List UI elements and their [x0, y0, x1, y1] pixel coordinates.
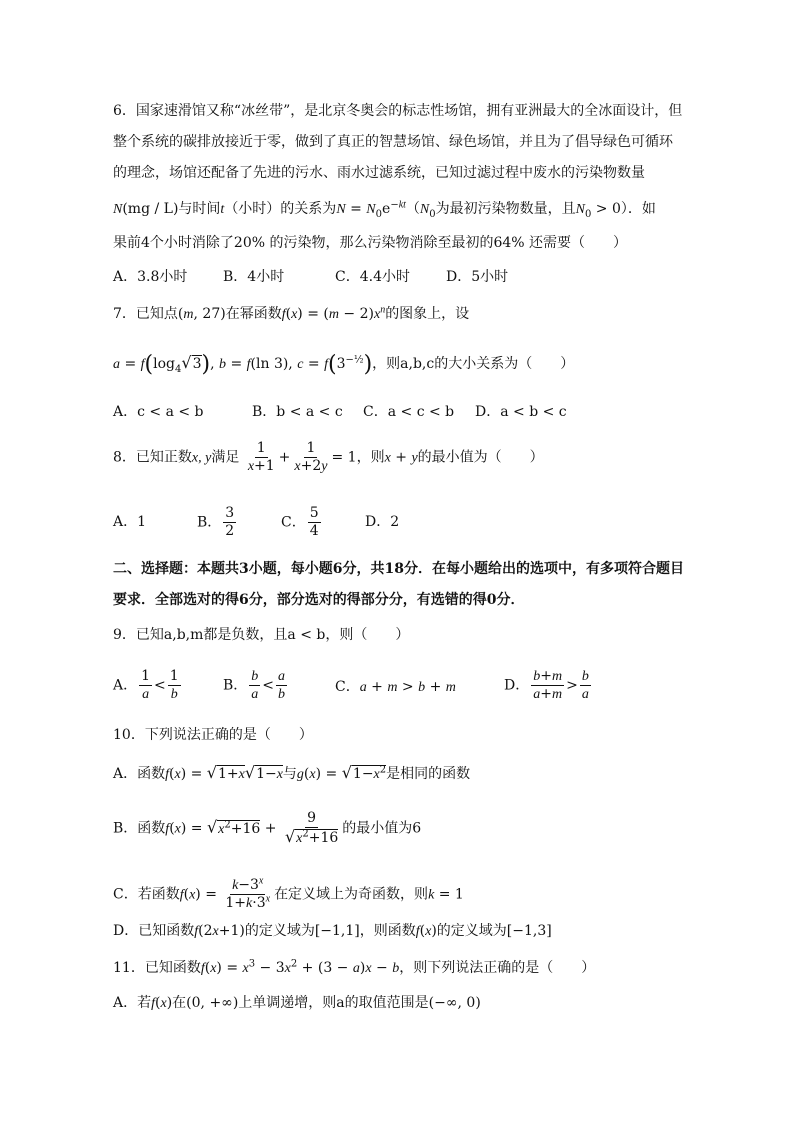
q8-stem-text-b: 满足 [211, 449, 240, 466]
q10-option-d: D．已知函数f(2x+1)的定义域为[−1,1]，则函数f(x)的定义域为[−1,3] [113, 923, 552, 939]
q10-option-a: A．函数f(x) = √1+x√1−x与$g(x) = √1-x^2$是相同的函数 [113, 763, 471, 782]
q10-option-a-pre: A．函数 [113, 766, 166, 782]
q7-option-b: B．b < a < c [252, 404, 343, 420]
q6-options [113, 268, 713, 286]
q9-stem: 9．已知a,b,m都是负数，且a < b，则（ ） [113, 627, 410, 643]
q7-option-c: C．a < c < b [363, 404, 455, 420]
q6-line5: 果前4个小时消除了20% 的污染物，那么污染物消除至最初的64% 还需要（ ） [113, 235, 628, 251]
q7-line2: $a = f(\log_4√3)$, b = f(ln 3), $c = f(3^{-\frac{1}{2}})$，则a,b,c的大小关系为（ ） [113, 352, 575, 377]
q7-option-a: A．c < a < b [113, 404, 204, 420]
q7-stem-text-b: 在幂函数 [225, 306, 282, 322]
q8-stem-text-a: 8．已知正数 [113, 449, 192, 466]
q6-line3: 的理念，场馆还配备了先进的污水、雨水过滤系统，已知过滤过程中废水的污染物数量 [113, 165, 645, 181]
q7-option-d: D．a < b < c [475, 404, 567, 420]
q11-option-a: A．若f(x)在(0, +∞)上单调递增，则a的取值范围是(−∞, 0) [113, 995, 481, 1011]
q6-line4-text-d: 为最初污染物数量，且 [435, 201, 576, 217]
q11-stem: 11．已知函数$f(x) = x^3 - 3x^2 + (3 - a)x - b$，则下列说法正确的是（ ） [113, 958, 596, 976]
q11-option-a-mid2: 上单调递增，则a的取值范围是 [238, 995, 429, 1011]
q6-option-b: B．4小时 [223, 269, 285, 285]
q6-option-c: C．4.4小时 [335, 269, 410, 285]
q9-option-d: D． $\frac{b+m}{a+m}$ > $\frac{b}{a}$ [504, 668, 589, 702]
q6-line1: 6．国家速滑馆又称“冰丝带”，是北京冬奥会的标志性场馆，拥有亚洲最大的全冰面设计，但 [113, 103, 683, 119]
q10-option-b: B．函数$f(x) = √x^2+16$ + $\frac{9}{√x^2+16}$ 的最小值为6 [113, 810, 422, 846]
q10-option-b-pre: B．函数 [113, 820, 166, 837]
q8-options [113, 505, 713, 543]
q10-option-a-mid: 与 [282, 766, 297, 782]
q9-option-b-label: B． [223, 677, 248, 694]
q10-option-d-mid1: 的定义域为 [244, 923, 315, 939]
q6-option-a: A．3.8小时 [113, 269, 188, 285]
q7-stem: 7．已知点(m, 27)在幂函数$f(x) = (m - 2)x^n$的图象上，设 [113, 304, 470, 322]
q9-option-a-label: A． [113, 677, 138, 694]
q10-option-d-mid3: 的定义域为 [436, 923, 507, 939]
q8-option-d: D．2 [365, 514, 400, 530]
q9-option-b: B． $\frac{b}{a}$ < $\frac{a}{b}$ [223, 669, 286, 702]
q10-option-b-post: 的最小值为6 [342, 820, 422, 837]
q8-stem-text-c: ，则 [356, 449, 385, 466]
q7-line2-tail: ，则a,b,c的大小关系为（ ） [372, 356, 575, 372]
q9-option-d-label: D． [504, 677, 530, 694]
q8-stem-text-d: 的最小值为（ ） [417, 449, 544, 466]
q9-option-c-label: C． [335, 679, 360, 695]
q8-option-c: C． $\frac{5}{4}$ [281, 505, 319, 539]
q11-stem-post: ，则下列说法正确的是（ ） [399, 960, 596, 976]
q6-line4-text-e: ）．如 [620, 201, 656, 217]
q6-line4-text-a: 与时间 [178, 201, 221, 217]
q8-option-a: A．1 [113, 514, 147, 530]
q10-option-d-mid2: ，则函数 [359, 923, 416, 939]
q9-option-c: C．a + m > b + m [335, 679, 456, 695]
q6-option-d: D．5小时 [446, 269, 509, 285]
q11-option-a-pre: A．若 [113, 995, 152, 1011]
section2-line2: 要求．全部选对的得6分，部分选对的得部分分，有选错的得0分． [113, 592, 525, 608]
q11-stem-pre: 11．已知函数 [113, 960, 201, 976]
q6-line4-text-b: （小时）的关系为 [224, 201, 337, 217]
q9-option-a: A． $\frac{1}{a}$ < $\frac{1}{b}$ [113, 668, 179, 702]
q6-line4: N(mg / L)与时间t（小时）的关系为$N = N_0e^{-kt}(N_0$为最初污染物数量，且$N_0 > 0$）．如 [113, 199, 656, 220]
q10-option-d-pre: D．已知函数 [113, 923, 195, 939]
q10-option-c: C．若函数f(x) = $\frac{k-3^x}{1+k\cdot 3^x}$ 在定义域上为奇函数，则k = 1 [113, 875, 464, 911]
q8-stem: 8．已知正数x, y满足 $\frac{1}{x+1}$ + $\frac{1}{x+2y}$ = 1，则x + y的最小值为（ ） [113, 440, 544, 474]
q10-stem: 10．下列说法正确的是（ ） [113, 727, 313, 743]
q11-option-a-mid1: 在 [172, 995, 187, 1011]
q6-line4-text-c: （ [405, 201, 420, 217]
q7-options [113, 403, 713, 421]
q7-stem-text-a: 7．已知点 [113, 306, 178, 322]
q8-option-b: B． $\frac{3}{2}$ [197, 505, 235, 539]
q6-line2: 整个系统的碳排放接近于零，做到了真正的智慧场馆、绿色场馆，并且为了倡导绿色可循环 [113, 134, 673, 150]
section2-line1: 二、选择题：本题共3小题，每小题6分，共18分．在每小题给出的选项中，有多项符合题目 [113, 561, 684, 577]
q10-option-a-post: 是相同的函数 [386, 766, 471, 782]
q10-option-c-post: 在定义域上为奇函数，则 [274, 886, 429, 903]
q7-stem-text-c: 的图象上，设 [385, 306, 470, 322]
q10-option-c-pre: C．若函数 [113, 886, 180, 903]
q9-options [113, 668, 713, 708]
